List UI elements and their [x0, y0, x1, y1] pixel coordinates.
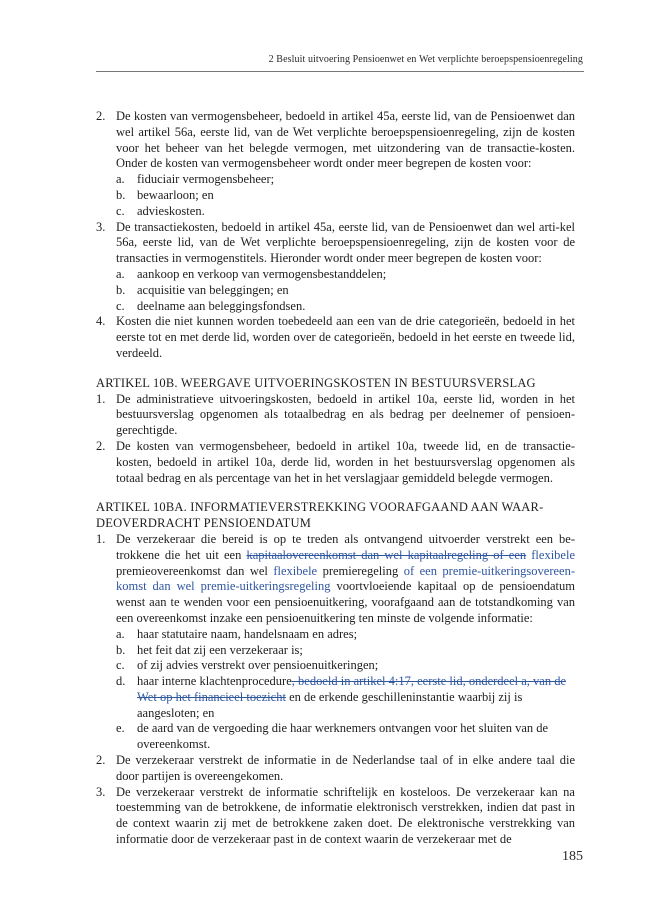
item-text: Kosten die niet kunnen worden toebedeeld aan een van de drie categorieën, bedoeld in het eerste tot en met derde lid, worden over de categorieën, bedoeld in het eerste en tweede lid, verdeeld.: [116, 314, 575, 360]
sub-item: [116, 172, 575, 188]
sub-letter: a.: [116, 626, 125, 641]
sub-text: acquisitie van beleggingen; en: [137, 282, 289, 297]
sub-text: bewaarloon; en: [137, 187, 214, 202]
item-text: De transactiekosten, bedoeld in artikel 45a, eerste lid, van de Pensioenwet dan wel arti-kel 56a, eerste lid, van de Wet verplichte beroepspensioenregeling, zijn de kosten voor de transacties in vermogenstitels. Hieronder wordt onder meer begrepen de kosten voor:: [116, 219, 575, 266]
list-item: [96, 220, 575, 315]
sub-item: [116, 283, 575, 299]
sub-item: [116, 658, 575, 674]
inserted-text: flexibele: [526, 547, 575, 562]
sub-text: advieskosten.: [137, 203, 205, 218]
item-text: De kosten van vermogensbeheer, bedoeld in artikel 45a, eerste lid, van de Pensioenwet dan wel artikel 56a, eerste lid, van de Wet verplichte beroepspensioenregeling, zijn de kosten voor het beheer van het belegde vermogen, met uitzondering van de transactie-kosten. Onder de kosten van vermogensbeheer wordt onder meer begrepen de kosten voor:: [116, 109, 575, 171]
sub-item: [116, 643, 575, 659]
sub-letter: b.: [116, 187, 126, 202]
item-text: premieovereenkomst dan wel: [116, 563, 274, 578]
article-heading: ARTIKEL 10BA. INFORMATIEVERSTREKKING VOORAFGAAND AAN WAAR-DEOVERDRACHT PENSIOENDATUM: [96, 500, 544, 531]
sub-item: [116, 674, 575, 721]
running-header: 2 Besluit uitvoering Pensioenwet en Wet verplichte beroepspensioenregeling: [268, 54, 583, 65]
sub-letter: a.: [116, 266, 125, 281]
item-number: 1.: [96, 531, 106, 546]
sub-item: [116, 267, 575, 283]
sub-text: en de erkende geschilleninstantie waarbij zij is aangesloten; en: [137, 689, 523, 720]
sub-letter: c.: [116, 203, 125, 218]
deleted-text: kapitaalovereenkomst dan wel kapitaalregeling of een: [246, 547, 527, 562]
item-number: 4.: [96, 314, 106, 329]
page-body: [96, 109, 575, 848]
sub-item: [116, 204, 575, 220]
item-number: 2.: [96, 438, 106, 453]
sub-text: het feit dat zij een verzekeraar is;: [137, 642, 303, 657]
sub-letter: c.: [116, 658, 125, 673]
sub-letter: a.: [116, 172, 125, 187]
item-number: 1.: [96, 391, 106, 406]
sub-letter: b.: [116, 282, 126, 297]
header-rule: [96, 71, 584, 72]
sub-text: fiduciair vermogensbeheer;: [137, 172, 275, 187]
item-text: De administratieve uitvoeringskosten, bedoeld in artikel 10a, eerste lid, worden in het bestuursverslag opgenomen als totaalbedrag en als bedrag per deelnemer of pensioen-gerechtigde.: [116, 391, 575, 438]
list-item: [96, 109, 575, 220]
item-number: 2.: [96, 753, 106, 768]
item-number: 2.: [96, 109, 106, 123]
sub-text: de aard van de vergoeding die haar werknemers ontvangen voor het sluiten van de overeenkomst.: [137, 721, 549, 752]
sub-text: aankoop en verkoop van vermogensbestanddelen;: [137, 266, 387, 281]
list-item: [96, 785, 575, 848]
sub-letter: e.: [116, 721, 125, 736]
item-text: premieregeling: [317, 563, 404, 578]
item-number: 3.: [96, 784, 106, 799]
sub-text: haar statutaire naam, handelsnaam en adres;: [137, 626, 358, 641]
list-item: [96, 753, 575, 785]
article-heading: ARTIKEL 10B. WEERGAVE UITVOERINGSKOSTEN IN BESTUURSVERSLAG: [96, 375, 536, 390]
page-number: 185: [562, 849, 583, 864]
sub-letter: c.: [116, 298, 125, 313]
item-text: De verzekeraar die bereid is op te treden als ontvangend uitvoerder verstrekt een be-trokkene die het uit een: [116, 531, 575, 562]
sub-letter: d.: [116, 674, 126, 689]
item-text: De kosten van vermogensbeheer, bedoeld in artikel 10a, tweede lid, en de transactie-kosten, bedoeld in artikel 10a, derde lid, worden in het bestuursverslag opgenomen als totaal bedrag en als percentage van het in het verslagjaar gemiddeld belegde vermogen.: [116, 438, 575, 485]
item-text: voortvloeiende kapitaal op de pensioendatum wenst aan te wenden voor een pensioenuitkering, voorafgaand aan de totstandkoming van een overeenkomst inzake een pensioenuitkering ten minste de volgende informatie:: [116, 579, 575, 625]
item-text: De verzekeraar verstrekt de informatie in de Nederlandse taal of in elke andere taal die door partijen is overeengekomen.: [116, 753, 575, 783]
inserted-text: flexibele: [273, 563, 318, 578]
sub-item: [116, 721, 575, 753]
sub-text: of zij advies verstrekt over pensioenuitkeringen;: [137, 658, 379, 673]
sub-letter: b.: [116, 642, 126, 657]
list-item: [96, 392, 575, 439]
item-text: De verzekeraar verstrekt de informatie schriftelijk en kosteloos. De verzekeraar kan na toestemming van de betrokkene, de informatie elektronisch verstrekken, indien dat past in de context waarin zij met de betrokkene zaken doet. De elektronische verstrekking van informatie door de verzekeraar past in de context waarin de verzekeraar met de: [116, 784, 575, 847]
sub-text: haar interne klachtenprocedure: [137, 674, 292, 689]
item-number: 3.: [96, 219, 106, 234]
deleted-text: , bedoeld in artikel 4:17, eerste lid, onderdeel a, van de Wet op het financieel toezicht: [137, 674, 566, 704]
sub-item: [116, 188, 575, 204]
sub-item: [116, 299, 575, 315]
list-item: [96, 532, 575, 753]
list-item: [96, 439, 575, 486]
list-item: [96, 314, 575, 361]
sub-text: deelname aan beleggingsfondsen.: [137, 298, 306, 313]
inserted-text: of een premie-uitkeringsovereen-komst dan wel premie-uitkeringsregeling: [116, 563, 576, 594]
sub-item: [116, 627, 575, 643]
